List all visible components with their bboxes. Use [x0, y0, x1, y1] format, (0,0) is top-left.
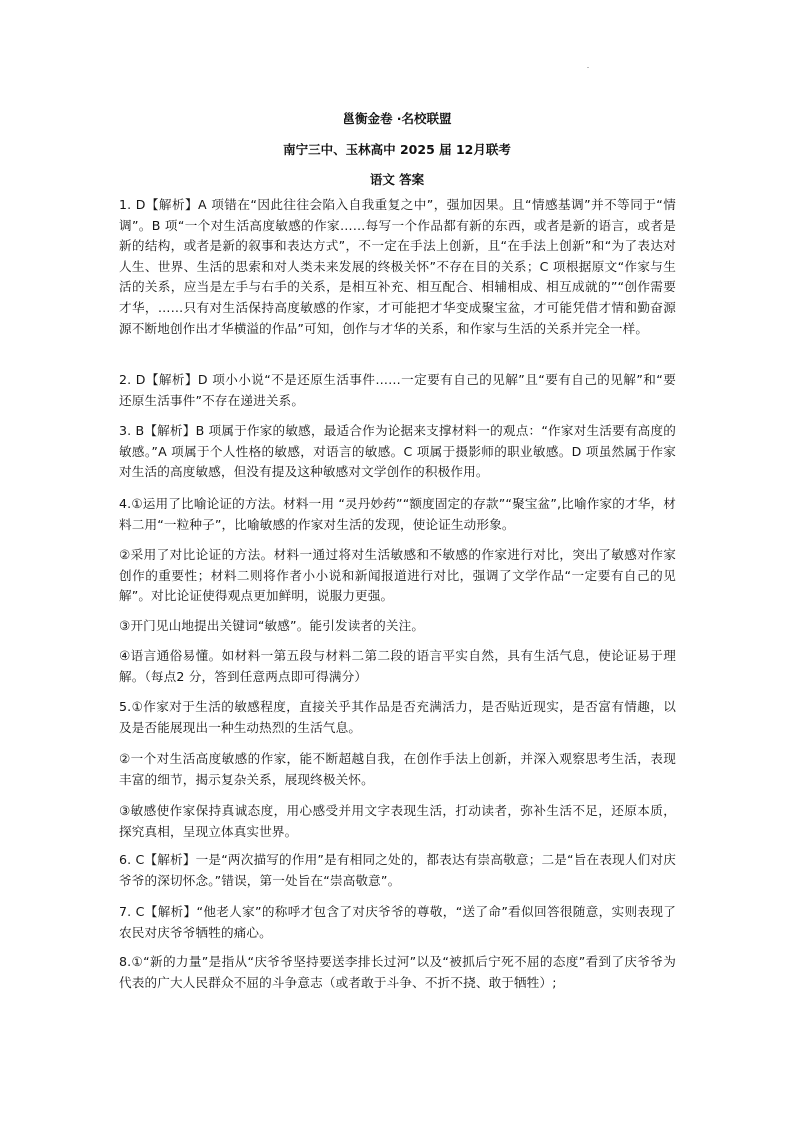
answer-paragraph: 6. C【解析】一是“两次描写的作用”是有相同之处的，都表达有崇高敬意；二是“旨在表现人们对庆爷爷的深切怀念。”错误，第一处旨在“崇高敬意”。 — [119, 852, 676, 888]
answer-paragraph: ③敏感使作家保持真诚态度，用心感受并用文字表现生活，打动读者，弥补生活不足，还原本质，探究真相，呈现立体真实世界。 — [119, 803, 676, 839]
answer-paragraph: 8.①“新的力量”是指从“庆爷爷坚持要送李排长过河”以及“被抓后宁死不屈的态度”看到了庆爷爷为代表的广大人民群众不屈的斗争意志（或者敢于斗争、不折不挠、敢于牺牲）; — [119, 954, 676, 990]
answer-paragraph: 2. D【解析】D 项小小说“不是还原生活事件……一定要有自己的见解”且“要有自己的见解”和“要还原生活事件”不存在递进关系。 — [119, 372, 676, 408]
exam-subtitle: 南宁三中、玉林高中 2025 届 12月联考 — [283, 142, 511, 157]
document-title: 邕衡金卷 ·名校联盟 — [342, 111, 452, 126]
answer-paragraph: 3. B【解析】B 项属于作家的敏感，最适合作为论据来支撑材料一的观点：“作家对生活要有高度的敏感。”A 项属于个人性格的敏感，对语言的敏感。C 项属于摄影师的职业敏感。D 项虽然属于作家对生活的高度敏感，但没有提及这种敏感对文学创作的积极作用。 — [119, 423, 676, 480]
answer-paragraph: 4.①运用了比喻论证的方法。材料一用 “灵丹妙药”“额度固定的存款”“聚宝盆”,比喻作家的才华，材料二用“一粒种子”，比喻敏感的作家对生活的发现，使论证生动形象。 — [119, 496, 676, 532]
answer-paragraph: ②一个对生活高度敏感的作家，能不断超越自我，在创作手法上创新，并深入观察思考生活，表现丰富的细节，揭示复杂关系，展现终极关怀。 — [119, 751, 676, 787]
answer-paragraph: ②采用了对比论证的方法。材料一通过将对生活敏感和不敏感的作家进行对比，突出了敏感对作家创作的重要性；材料二则将作者小小说和新闻报道进行对比，强调了文学作品“一定要有自己的见解”。对比论证使得观点更加鲜明，说服力更强。 — [119, 547, 676, 604]
answer-paragraph: 7. C【解析】“他老人家”的称呼才包含了对庆爷爷的尊敬，“送了命”看似回答很随意，实则表现了农民对庆爷爷牺牲的痛心。 — [119, 904, 676, 940]
scan-speck — [587, 67, 589, 68]
answer-paragraph: 1. D【解析】A 项错在“因此往往会陷入自我重复之中”，强加因果。且“情感基调”并不等同于“情调”。B 项“一个对生活高度敏感的作家……每写一个作品都有新的东西，或者是新的语言，或者是新的结构，或者是新的叙事和表达方式”，不一定在手法上创新，且“在手法上创新”和“为了表达对人生、世界、生活的思索和对人类未来发展的终极关怀”不存在目的关系；C 项根据原文“作家与生活的关系，应当是左手与右手的关系，是相互补充、相互配合、相辅相成、相互成就的”“创作需要才华，……只有对生活保持高度敏感的作家，才可能把才华变成聚宝盆，才可能凭借才情和勤奋源源不断地创作出才华横溢的作品”可知，创作与才华的关系，和作家与生活的关系并完全一样。 — [119, 197, 676, 336]
answer-paragraph: ③开门见山地提出关键词“敏感”。能引发读者的关注。 — [119, 618, 425, 633]
answer-paragraph: 5.①作家对于生活的敏感程度，直接关乎其作品是否充满活力，是否贴近现实，是否富有情趣，以及是否能展现出一种生动热烈的生活气息。 — [119, 699, 676, 735]
answer-paragraph: ④语言通俗易懂。如材料一第五段与材料二第二段的语言平实自然，具有生活气息，使论证易于理解。（每点2 分，答到任意两点即可得满分） — [119, 648, 676, 684]
section-heading: 语文 答案 — [369, 172, 425, 187]
